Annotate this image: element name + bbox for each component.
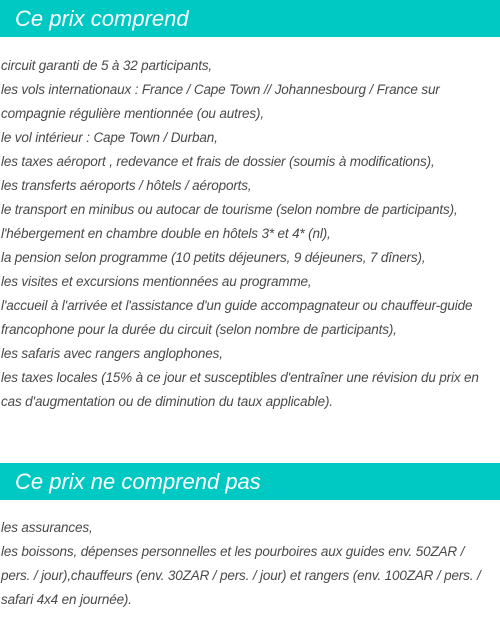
list-item: circuit garanti de 5 à 32 participants, <box>1 58 213 73</box>
list-item: le transport en minibus ou autocar de tourisme (selon nombre de participants), <box>1 202 458 217</box>
excluded-section-header <box>0 463 500 500</box>
list-item: les vols internationaux : France / Cape Town // Johannesbourg / France sur compagnie régulière mentionnée (ou autres), <box>1 82 440 121</box>
list-item: le vol intérieur : Cape Town / Durban, <box>1 130 218 145</box>
excluded-items-list <box>1 516 497 612</box>
list-item: les safaris avec rangers anglophones, <box>1 346 223 361</box>
excluded-section-title: Ce prix ne comprend pas <box>15 468 261 494</box>
list-item: les transferts aéroports / hôtels / aéroports, <box>1 178 252 193</box>
included-items-list <box>1 54 497 414</box>
list-item: l'hébergement en chambre double en hôtels 3* et 4* (nl), <box>1 226 331 241</box>
list-item: les assurances, <box>1 520 93 535</box>
included-section-title: Ce prix comprend <box>15 5 189 31</box>
list-item: l'accueil à l'arrivée et l'assistance d'un guide accompagnateur ou chauffeur-guide francophone pour la durée du circuit (selon nombre de participants), <box>1 298 473 337</box>
list-item: les visites et excursions mentionnées au programme, <box>1 274 312 289</box>
list-item: la pension selon programme (10 petits déjeuners, 9 déjeuners, 7 dîners), <box>1 250 426 265</box>
included-section-header <box>0 0 500 37</box>
list-item: les taxes aéroport , redevance et frais de dossier (soumis à modifications), <box>1 154 435 169</box>
list-item: les boissons, dépenses personnelles et les pourboires aux guides env. 50ZAR / pers. / jour),chauffeurs (env. 30ZAR / pers. / jour) et rangers (env. 100ZAR / pers. / safari 4x4 en journée). <box>1 544 481 607</box>
list-item: les taxes locales (15% à ce jour et susceptibles d'entraîner une révision du prix en cas d'augmentation ou de diminution du taux applicable). <box>1 370 479 409</box>
